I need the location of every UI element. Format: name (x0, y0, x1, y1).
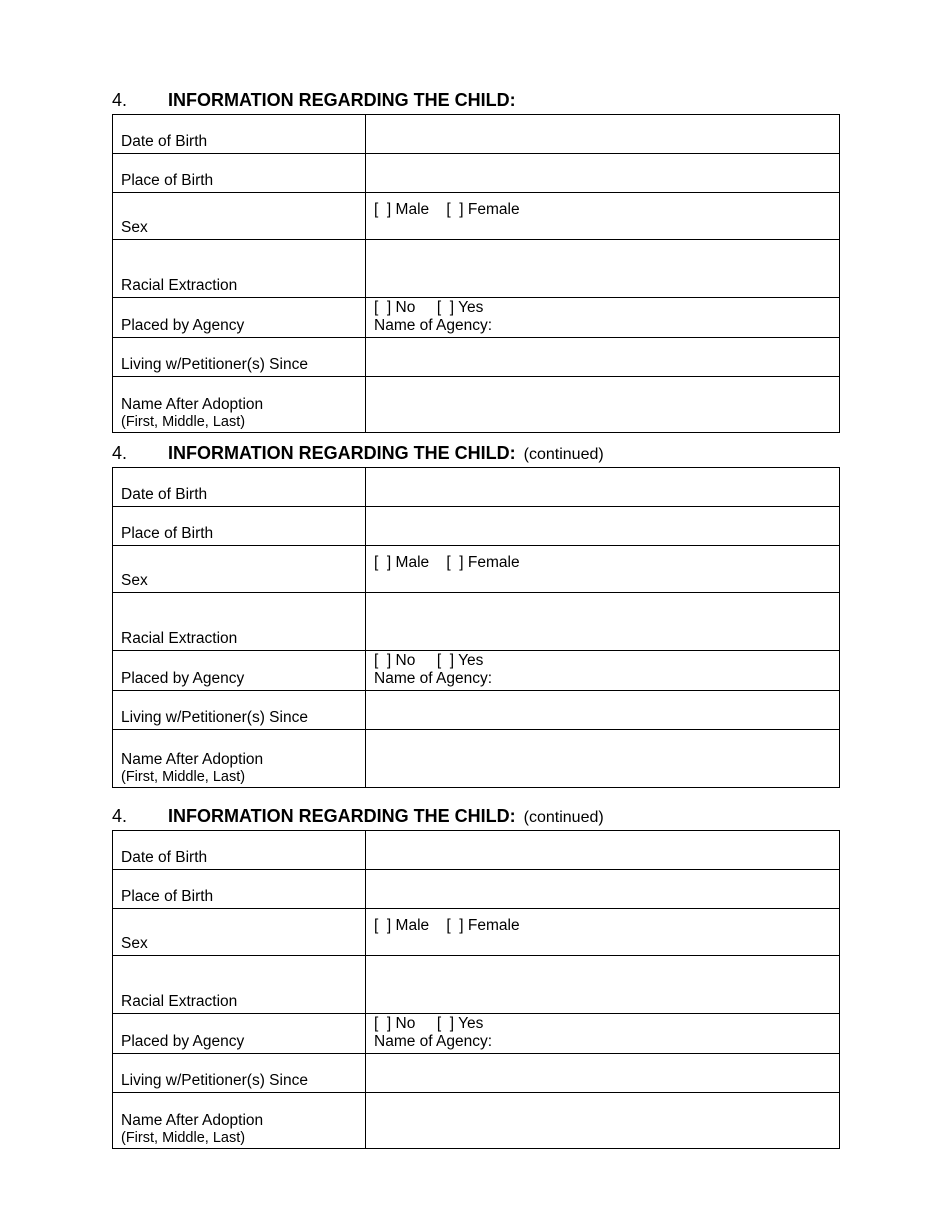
sex-label: Sex (113, 546, 366, 593)
name-format-hint: (First, Middle, Last) (121, 1130, 246, 1146)
date-of-birth-label: Date of Birth (113, 115, 366, 154)
row-date-of-birth (113, 468, 840, 507)
name-of-agency-label: Name of Agency: (374, 670, 493, 687)
place-of-birth-field[interactable] (366, 507, 840, 546)
sex-options[interactable]: [ ] Male [ ] Female (374, 917, 520, 934)
name-after-adoption-field[interactable] (366, 1093, 840, 1149)
row-sex (113, 193, 840, 240)
name-after-adoption-field[interactable] (366, 377, 840, 433)
row-sex (113, 909, 840, 956)
date-of-birth-field[interactable] (366, 831, 840, 870)
living-since-field[interactable] (366, 1054, 840, 1093)
name-after-adoption-text: Name After Adoption (121, 751, 264, 768)
row-place-of-birth (113, 154, 840, 193)
living-since-label: Living w/Petitioner(s) Since (113, 338, 366, 377)
row-date-of-birth (113, 831, 840, 870)
section-heading (112, 806, 604, 828)
racial-extraction-field[interactable] (366, 956, 840, 1014)
row-sex (113, 546, 840, 593)
sex-options[interactable]: [ ] Male [ ] Female (374, 201, 520, 218)
row-living-since (113, 338, 840, 377)
place-of-birth-label: Place of Birth (113, 154, 366, 193)
child-info-table (112, 830, 840, 1149)
section-title: INFORMATION REGARDING THE CHILD: (168, 90, 516, 110)
living-since-label: Living w/Petitioner(s) Since (113, 1054, 366, 1093)
date-of-birth-label: Date of Birth (113, 468, 366, 507)
place-of-birth-field[interactable] (366, 870, 840, 909)
living-since-field[interactable] (366, 338, 840, 377)
child-info-table (112, 467, 840, 788)
placed-by-agency-label: Placed by Agency (113, 298, 366, 338)
racial-extraction-field[interactable] (366, 240, 840, 298)
section-suffix: (continued) (523, 809, 604, 826)
row-placed-by-agency (113, 1014, 840, 1054)
sex-label: Sex (113, 909, 366, 956)
agency-options[interactable]: [ ] No [ ] Yes (374, 299, 484, 316)
row-placed-by-agency (113, 651, 840, 691)
place-of-birth-label: Place of Birth (113, 507, 366, 546)
living-since-label: Living w/Petitioner(s) Since (113, 691, 366, 730)
row-name-after-adoption (113, 377, 840, 433)
row-name-after-adoption (113, 730, 840, 788)
agency-options[interactable]: [ ] No [ ] Yes (374, 1015, 484, 1032)
name-after-adoption-label (113, 377, 366, 433)
name-after-adoption-label (113, 1093, 366, 1149)
racial-extraction-label: Racial Extraction (113, 593, 366, 651)
racial-extraction-label: Racial Extraction (113, 240, 366, 298)
place-of-birth-label: Place of Birth (113, 870, 366, 909)
section-title: INFORMATION REGARDING THE CHILD: (168, 806, 516, 826)
row-living-since (113, 691, 840, 730)
sex-field[interactable] (366, 193, 840, 240)
name-after-adoption-field[interactable] (366, 730, 840, 788)
place-of-birth-field[interactable] (366, 154, 840, 193)
placed-by-agency-field[interactable] (366, 1014, 840, 1054)
placed-by-agency-field[interactable] (366, 651, 840, 691)
row-racial-extraction (113, 956, 840, 1014)
sex-label: Sex (113, 193, 366, 240)
name-after-adoption-text: Name After Adoption (121, 1112, 264, 1129)
name-after-adoption-label (113, 730, 366, 788)
date-of-birth-label: Date of Birth (113, 831, 366, 870)
agency-options[interactable]: [ ] No [ ] Yes (374, 652, 484, 669)
name-after-adoption-text: Name After Adoption (121, 396, 264, 413)
child-info-table (112, 114, 840, 433)
row-racial-extraction (113, 593, 840, 651)
section-title: INFORMATION REGARDING THE CHILD: (168, 443, 516, 463)
section-number: 4. (112, 806, 128, 826)
sex-field[interactable] (366, 546, 840, 593)
section-suffix: (continued) (523, 446, 604, 463)
name-format-hint: (First, Middle, Last) (121, 769, 246, 785)
row-place-of-birth (113, 507, 840, 546)
row-placed-by-agency (113, 298, 840, 338)
row-date-of-birth (113, 115, 840, 154)
section-heading (112, 443, 604, 465)
racial-extraction-field[interactable] (366, 593, 840, 651)
placed-by-agency-field[interactable] (366, 298, 840, 338)
date-of-birth-field[interactable] (366, 468, 840, 507)
name-of-agency-label: Name of Agency: (374, 1033, 493, 1050)
row-racial-extraction (113, 240, 840, 298)
placed-by-agency-label: Placed by Agency (113, 651, 366, 691)
row-name-after-adoption (113, 1093, 840, 1149)
section-number: 4. (112, 90, 128, 110)
section-heading (112, 90, 524, 112)
sex-options[interactable]: [ ] Male [ ] Female (374, 554, 520, 571)
name-format-hint: (First, Middle, Last) (121, 414, 246, 430)
section-number: 4. (112, 443, 128, 463)
sex-field[interactable] (366, 909, 840, 956)
row-living-since (113, 1054, 840, 1093)
name-of-agency-label: Name of Agency: (374, 317, 493, 334)
placed-by-agency-label: Placed by Agency (113, 1014, 366, 1054)
date-of-birth-field[interactable] (366, 115, 840, 154)
row-place-of-birth (113, 870, 840, 909)
living-since-field[interactable] (366, 691, 840, 730)
racial-extraction-label: Racial Extraction (113, 956, 366, 1014)
